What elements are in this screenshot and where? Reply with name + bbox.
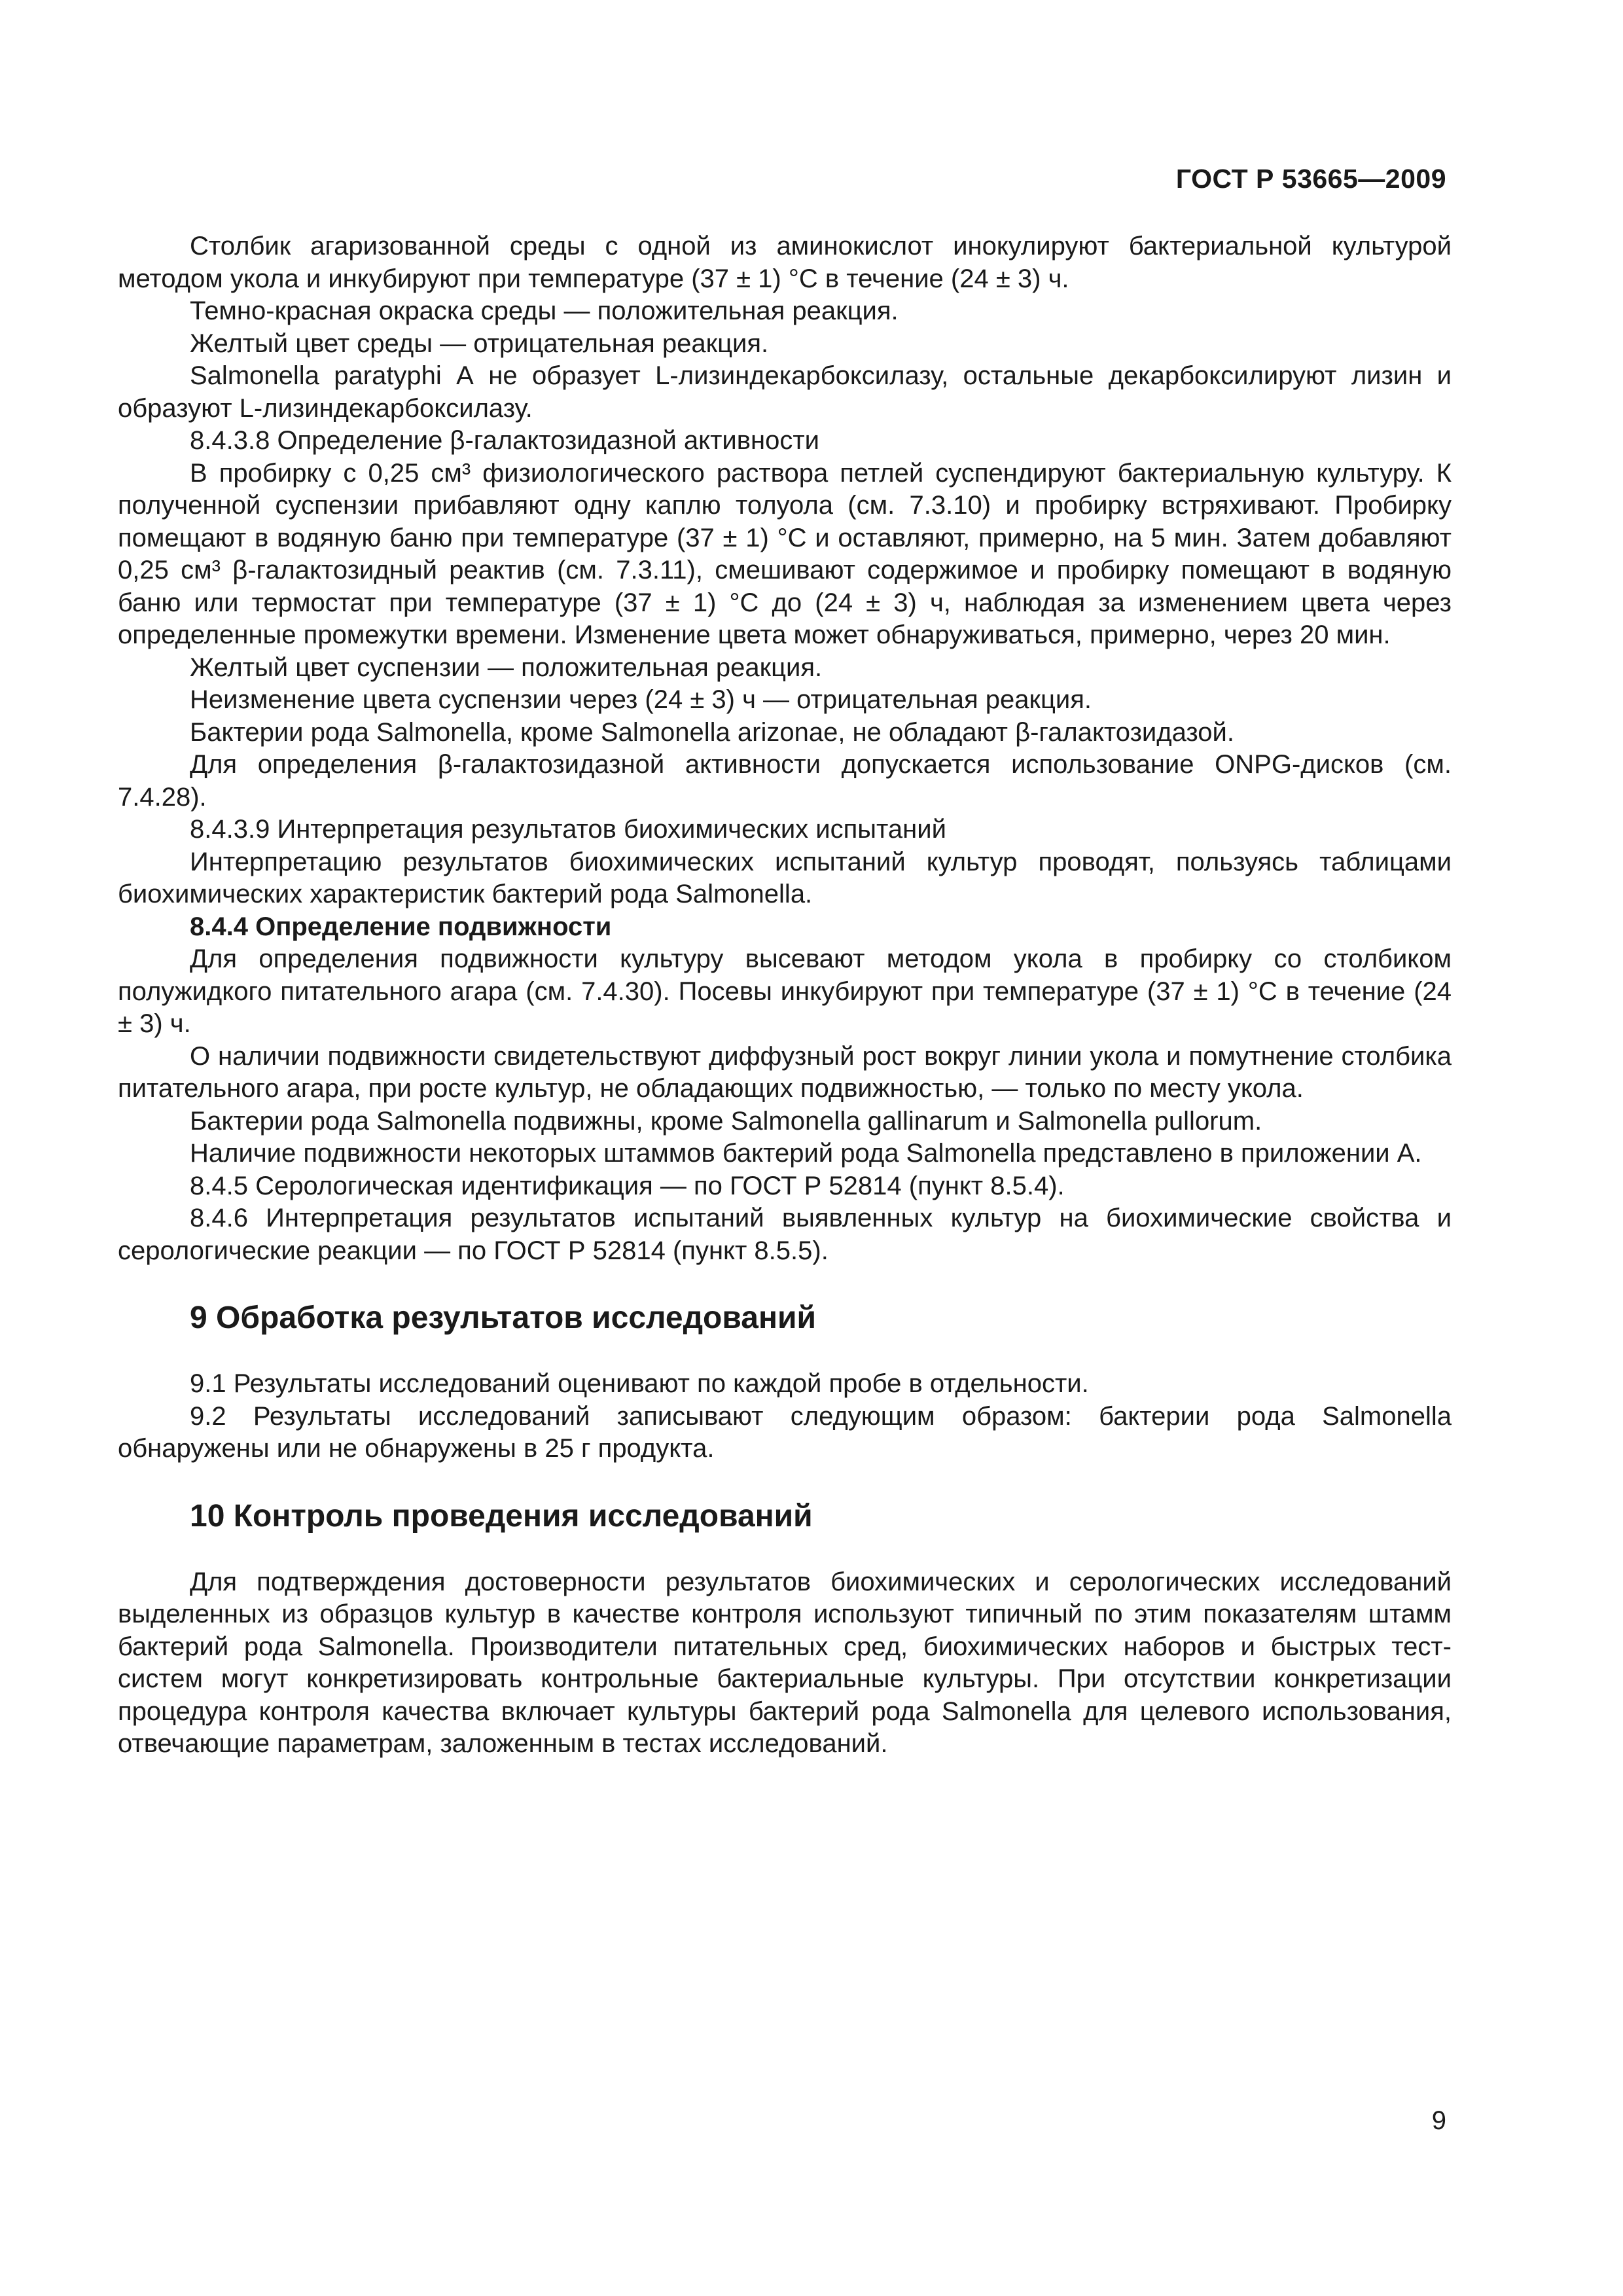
paragraph-845: 8.4.5 Серологическая идентификация — по ГОСТ Р 52814 (пункт 8.5.4). [190,1171,1065,1200]
spacer [118,1338,1452,1368]
paragraph-92: 9.2 Результаты исследований записывают следующим образом: бактерии рода Salmonella обнаружены или не обнаружены в 25 г продукта. [118,1401,1452,1463]
paragraph: О наличии подвижности свидетельствуют диффузный рост вокруг линии укола и помутнение столбика питательного агара, при росте культур, не обладающих подвижностью, — только по месту укола. [118,1041,1452,1103]
subsection-heading-844: 8.4.4 Определение подвижности [190,912,612,941]
subsection-heading-8438: 8.4.3.8 Определение β-галактозидазной активности [190,426,820,455]
section-10-title: 10 Контроль проведения исследований [190,1498,813,1534]
paragraph: В пробирку с 0,25 см³ физиологического раствора петлей суспендируют бактериальную культуру. К полученной суспензии прибавляют одну каплю толуола (см. 7.3.10) и пробирку встряхивают. Пробирку помещают в водяную баню при температуре (37 ± 1) °С и оставляют, примерно, на 5 мин. Затем добавляют 0,25 см³ β-галактозидный реактив (см. 7.3.11), смешивают содержимое и пробирку помещают в водяную баню или термостат при температуре (37 ± 1) °С до (24 ± 3) ч, наблюдая за изменением цвета через определенные промежутки времени. Изменение цвета может обнаруживаться, примерно, через 20 мин. [118,458,1452,649]
paragraph: Бактерии рода Salmonella подвижны, кроме Salmonella gallinarum и Salmonella pullorum. [190,1106,1262,1136]
paragraph: Интерпретацию результатов биохимических испытаний культур проводят, пользуясь таблицами биохимических характеристик бактерий рода Salmonella. [118,847,1452,908]
document-number: ГОСТ Р 53665—2009 [1175,164,1446,194]
paragraph-846: 8.4.6 Интерпретация результатов испытаний выявленных культур на биохимические свойства и серологические реакции — по ГОСТ Р 52814 (пункт 8.5.5). [118,1204,1452,1265]
paragraph-91: 9.1 Результаты исследований оценивают по каждой пробе в отдельности. [190,1369,1089,1398]
spacer [118,1465,1452,1497]
paragraph: Salmonella paratyphi А не образует L-лизиндекарбоксилазу, остальные декарбоксилируют лизин и образуют L-лизиндекарбоксилазу. [118,361,1452,423]
paragraph: Для определения β-галактозидазной активности допускается использование ONPG-дисков (см. 7.4.28). [118,750,1452,812]
spacer [118,1536,1452,1566]
page-number: 9 [1431,2106,1446,2135]
paragraph: Желтый цвет среды — отрицательная реакция. [190,329,769,358]
subsection-heading-8439: 8.4.3.9 Интерпретация результатов биохимических испытаний [190,815,946,844]
paragraph: Наличие подвижности некоторых штаммов бактерий рода Salmonella представлено в приложении А. [190,1139,1422,1168]
section-9-title: 9 Обработка результатов исследований [190,1300,816,1335]
paragraph: Желтый цвет суспензии — положительная реакция. [190,653,823,682]
paragraph: Неизменение цвета суспензии через (24 ± 3) ч — отрицательная реакция. [190,685,1092,714]
paragraph: Столбик агаризованной среды с одной из аминокислот инокулируют бактериальной культурой методом укола и инкубируют при температуре (37 ± 1) °С в течение (24 ± 3) ч. [118,232,1452,293]
paragraph-10: Для подтверждения достоверности результатов биохимических и серологических исследований выделенных из образцов культур в качестве контроля используют типичный по этим показателям штамм бактерий рода Salmonella. Производители питательных сред, биохимических наборов и быстрых тест-систем могут конкретизировать контрольные бактериальные культуры. При отсутствии конкретизации процедура контроля качества включает культуры бактерий рода Salmonella для целевого использования, отвечающие параметрам, заложенным в тестах исследований. [118,1567,1452,1758]
paragraph: Бактерии рода Salmonella, кроме Salmonella arizonae, не обладают β-галактозидазой. [190,717,1234,747]
spacer [118,1267,1452,1299]
paragraph: Для определения подвижности культуру высевают методом укола в пробирку со столбиком полужидкого питательного агара (см. 7.4.30). Посевы инкубируют при температуре (37 ± 1) °С в течение (24 ± 3) ч. [118,944,1452,1038]
paragraph: Темно-красная окраска среды — положительная реакция. [190,296,899,325]
page-content [118,230,1452,1761]
